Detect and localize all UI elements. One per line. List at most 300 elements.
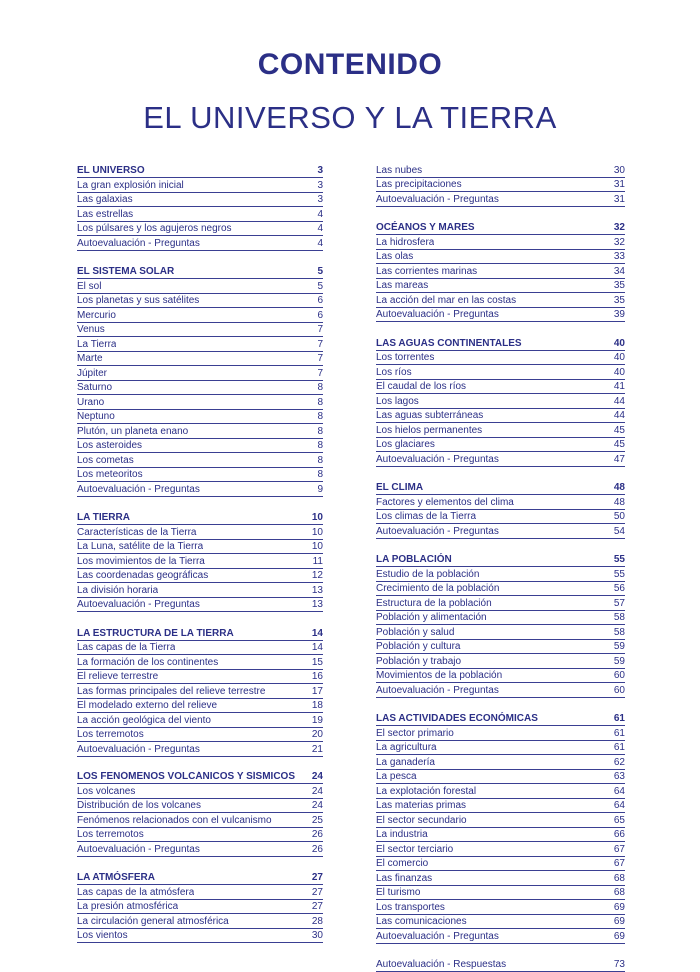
entry-label: Urano	[77, 396, 104, 409]
page-number: 69	[610, 930, 625, 943]
toc-entry[interactable]	[77, 453, 323, 468]
page-number: 40	[610, 366, 625, 379]
toc-entry[interactable]	[77, 337, 323, 352]
entry-label: El sector primario	[376, 727, 454, 740]
page-number: 12	[308, 569, 323, 582]
page-number: 8	[313, 410, 323, 423]
page-number: 7	[313, 367, 323, 380]
section-heading-label: LA POBLACIÓN	[376, 553, 452, 566]
entry-label: El comercio	[376, 857, 428, 870]
toc-entry[interactable]	[376, 351, 625, 366]
section-heading[interactable]	[77, 770, 323, 784]
page-number: 40	[610, 351, 625, 364]
entry-label: Autoevaluación - Preguntas	[376, 308, 499, 321]
page-number: 47	[610, 453, 625, 466]
entry-label: Los hielos permanentes	[376, 424, 482, 437]
toc-entry-answers[interactable]	[376, 958, 625, 972]
section-heading-label: EL CLIMA	[376, 481, 423, 494]
page-number: 7	[313, 338, 323, 351]
page-number: 33	[610, 250, 625, 263]
toc-entry[interactable]	[376, 611, 625, 626]
page-number: 27	[308, 900, 323, 913]
section-heading[interactable]	[77, 264, 323, 279]
page-number: 39	[610, 308, 625, 321]
entry-label: La pesca	[376, 770, 417, 783]
page-number: 8	[313, 425, 323, 438]
toc-section	[376, 220, 625, 322]
page-number: 16	[308, 670, 323, 683]
entry-label: Júpiter	[77, 367, 107, 380]
entry-label: Los glaciares	[376, 438, 435, 451]
toc-section	[376, 336, 625, 467]
entry-label: Autoevaluación - Preguntas	[376, 193, 499, 206]
toc-entry[interactable]	[77, 655, 323, 670]
toc-column-left	[77, 163, 323, 957]
page-number: 59	[610, 655, 625, 668]
page-number: 17	[308, 685, 323, 698]
toc-entry[interactable]	[376, 842, 625, 857]
toc-entry[interactable]	[376, 770, 625, 785]
toc-entry[interactable]	[376, 813, 625, 828]
toc-entry[interactable]	[77, 684, 323, 699]
page-number: 30	[308, 929, 323, 942]
page-number: 61	[610, 741, 625, 754]
section-heading-label: LAS AGUAS CONTINENTALES	[376, 337, 522, 350]
page-number: 14	[308, 627, 323, 640]
toc-entry[interactable]	[376, 871, 625, 886]
toc-entry[interactable]	[77, 799, 323, 814]
toc-entry[interactable]	[77, 842, 323, 857]
entry-label: Los terremotos	[77, 728, 144, 741]
page-number: 69	[610, 915, 625, 928]
page-number: 24	[308, 785, 323, 798]
toc-entry[interactable]	[77, 279, 323, 294]
entry-label: La hidrosfera	[376, 236, 434, 249]
section-heading[interactable]	[376, 220, 625, 235]
page-number: 5	[313, 280, 323, 293]
section-heading[interactable]	[77, 510, 323, 525]
toc-section	[376, 552, 625, 698]
page-number: 26	[308, 843, 323, 856]
entry-label: El sector terciario	[376, 843, 453, 856]
toc-entry[interactable]	[77, 813, 323, 828]
page-number: 24	[308, 770, 323, 783]
toc-entry[interactable]	[376, 915, 625, 930]
entry-label: La división horaria	[77, 584, 158, 597]
page-number: 55	[610, 568, 625, 581]
toc-entry[interactable]	[77, 439, 323, 454]
entry-label: La Tierra	[77, 338, 116, 351]
section-heading-label: EL SISTEMA SOLAR	[77, 265, 174, 278]
entry-label: La industria	[376, 828, 428, 841]
toc-entry[interactable]	[77, 366, 323, 381]
page-number: 8	[313, 454, 323, 467]
page-number: 13	[308, 584, 323, 597]
page-number: 61	[610, 727, 625, 740]
entry-label: La acción del mar en las costas	[376, 294, 516, 307]
entry-label: Los meteoritos	[77, 468, 143, 481]
entry-label: Las olas	[376, 250, 413, 263]
page-number: 56	[610, 582, 625, 595]
page-number: 62	[610, 756, 625, 769]
toc-entry[interactable]	[376, 683, 625, 698]
page-number: 19	[308, 714, 323, 727]
page-number: 10	[308, 540, 323, 553]
toc-entry[interactable]	[77, 828, 323, 843]
entry-label: Fenómenos relacionados con el vulcanismo	[77, 814, 272, 827]
toc-entry[interactable]	[77, 525, 323, 540]
toc-entry[interactable]	[376, 423, 625, 438]
entry-label: El modelado externo del relieve	[77, 699, 217, 712]
page-number: 32	[610, 221, 625, 234]
page-number: 60	[610, 669, 625, 682]
entry-label: La explotación forestal	[376, 785, 476, 798]
toc-entry[interactable]	[376, 495, 625, 510]
section-heading-label: LA ATMÓSFERA	[77, 871, 155, 884]
toc-entry[interactable]	[376, 438, 625, 453]
page-number: 10	[308, 526, 323, 539]
toc-entry[interactable]	[376, 596, 625, 611]
page-title: CONTENIDO	[0, 48, 700, 82]
page-number: 32	[610, 236, 625, 249]
page-number: 27	[308, 871, 323, 884]
entry-label: Población y salud	[376, 626, 454, 639]
toc-entry[interactable]	[77, 728, 323, 743]
entry-label: Neptuno	[77, 410, 115, 423]
toc-entry[interactable]	[77, 308, 323, 323]
toc-entry[interactable]	[77, 929, 323, 944]
toc-entry[interactable]	[376, 178, 625, 193]
entry-label: Autoevaluación - Preguntas	[77, 598, 200, 611]
page-number: 6	[313, 309, 323, 322]
toc-entry[interactable]	[77, 885, 323, 900]
entry-label: Las estrellas	[77, 208, 133, 221]
entry-label: Los vientos	[77, 929, 128, 942]
entry-label: Crecimiento de la población	[376, 582, 499, 595]
page-number: 31	[610, 193, 625, 206]
page-number: 68	[610, 886, 625, 899]
page-number: 7	[313, 352, 323, 365]
toc-entry[interactable]	[376, 235, 625, 250]
entry-label: Características de la Tierra	[77, 526, 197, 539]
toc-section	[376, 480, 625, 539]
toc-entry[interactable]	[376, 293, 625, 308]
entry-label: Saturno	[77, 381, 112, 394]
entry-label: Las coordenadas geográficas	[77, 569, 208, 582]
toc-entry[interactable]	[376, 886, 625, 901]
toc-entry[interactable]	[77, 742, 323, 757]
entry-label: El relieve terrestre	[77, 670, 158, 683]
toc-entry[interactable]	[376, 755, 625, 770]
book-title: EL UNIVERSO Y LA TIERRA	[0, 100, 700, 136]
entry-label: La ganadería	[376, 756, 435, 769]
page-number: 45	[610, 424, 625, 437]
page-number: 67	[610, 857, 625, 870]
page-number: 21	[308, 743, 323, 756]
entry-label: Las galaxias	[77, 193, 133, 206]
page-number: 35	[610, 294, 625, 307]
page-number: 25	[308, 814, 323, 827]
toc-section	[77, 870, 323, 943]
toc-entry[interactable]	[376, 857, 625, 872]
entry-label: Los volcanes	[77, 785, 135, 798]
entry-label: Autoevaluación - Preguntas	[376, 525, 499, 538]
toc-entry[interactable]	[77, 381, 323, 396]
page-number: 68	[610, 872, 625, 885]
toc-entry[interactable]	[376, 365, 625, 380]
page-number: 55	[610, 553, 625, 566]
entry-label: Mercurio	[77, 309, 116, 322]
toc-entry[interactable]	[77, 468, 323, 483]
toc-entry[interactable]	[376, 669, 625, 684]
page-number: 3	[313, 179, 323, 192]
entry-label: Estudio de la población	[376, 568, 479, 581]
entry-label: Las aguas subterráneas	[376, 409, 483, 422]
page-number: 59	[610, 640, 625, 653]
entry-label: El sector secundario	[376, 814, 467, 827]
toc-entry[interactable]	[376, 394, 625, 409]
toc-entry[interactable]	[376, 741, 625, 756]
page-number: 63	[610, 770, 625, 783]
entry-label: Las mareas	[376, 279, 428, 292]
page-number: 57	[610, 597, 625, 610]
toc-entry[interactable]	[77, 236, 323, 251]
section-heading[interactable]	[77, 870, 323, 885]
entry-label: Autoevaluación - Preguntas	[77, 237, 200, 250]
page-number: 27	[308, 886, 323, 899]
section-heading[interactable]	[376, 480, 625, 495]
entry-label: Las comunicaciones	[376, 915, 467, 928]
toc-entry[interactable]	[376, 250, 625, 265]
page-number: 67	[610, 843, 625, 856]
section-heading[interactable]	[376, 552, 625, 567]
entry-label: Autoevaluación - Preguntas	[77, 843, 200, 856]
page-number: 4	[313, 208, 323, 221]
entry-label: Las corrientes marinas	[376, 265, 477, 278]
entry-label: Los púlsares y los agujeros negros	[77, 222, 232, 235]
entry-label: Autoevaluación - Preguntas	[376, 930, 499, 943]
entry-label: Factores y elementos del clima	[376, 496, 514, 509]
page-number: 14	[308, 641, 323, 654]
toc-entry[interactable]	[77, 178, 323, 193]
toc-entry[interactable]	[77, 670, 323, 685]
entry-label: El turismo	[376, 886, 420, 899]
page-number: 44	[610, 395, 625, 408]
toc-entry[interactable]	[77, 424, 323, 439]
page-number: 58	[610, 626, 625, 639]
toc-entry[interactable]	[376, 582, 625, 597]
entry-label: Autoevaluación - Preguntas	[376, 453, 499, 466]
entry-label: Las capas de la Tierra	[77, 641, 175, 654]
toc-section	[77, 510, 323, 612]
page-number: 26	[308, 828, 323, 841]
toc-entry[interactable]	[376, 900, 625, 915]
page-number: 34	[610, 265, 625, 278]
toc-entry[interactable]	[77, 569, 323, 584]
toc-entry[interactable]	[376, 640, 625, 655]
toc-entry[interactable]	[77, 914, 323, 929]
toc-entry[interactable]	[376, 192, 625, 207]
entry-label: Los transportes	[376, 901, 445, 914]
entry-label: Las formas principales del relieve terrestre	[77, 685, 265, 698]
entry-label: Los ríos	[376, 366, 412, 379]
page-number: 30	[610, 164, 625, 177]
page-number: 66	[610, 828, 625, 841]
page-number: 41	[610, 380, 625, 393]
page-number: 64	[610, 785, 625, 798]
entry-label: Las materias primas	[376, 799, 466, 812]
entry-label: Marte	[77, 352, 103, 365]
entry-label: Distribución de los volcanes	[77, 799, 201, 812]
section-heading-label: LA TIERRA	[77, 511, 130, 524]
toc-entry[interactable]	[376, 163, 625, 178]
page-number: 8	[313, 396, 323, 409]
page-number: 8	[313, 468, 323, 481]
toc-entry[interactable]	[77, 294, 323, 309]
toc-entry[interactable]	[77, 207, 323, 222]
page-number: 28	[308, 915, 323, 928]
page-number: 3	[313, 193, 323, 206]
toc-entry[interactable]	[77, 222, 323, 237]
toc-entry[interactable]	[77, 554, 323, 569]
entry-label: Autoevaluación - Preguntas	[77, 483, 200, 496]
toc-entry[interactable]	[77, 699, 323, 714]
entry-label: El sol	[77, 280, 101, 293]
entry-label: Población y cultura	[376, 640, 461, 653]
page-number: 6	[313, 294, 323, 307]
page-number: 7	[313, 323, 323, 336]
toc-entry[interactable]	[77, 352, 323, 367]
section-heading[interactable]	[77, 626, 323, 641]
page-number: 8	[313, 439, 323, 452]
toc-section	[77, 163, 323, 251]
section-heading[interactable]	[376, 711, 625, 726]
entry-label: Venus	[77, 323, 105, 336]
toc-section	[77, 626, 323, 757]
toc-entry[interactable]	[77, 583, 323, 598]
page-number: 64	[610, 799, 625, 812]
page-number: 58	[610, 611, 625, 624]
entry-label: La presión atmosférica	[77, 900, 178, 913]
toc-entry[interactable]	[77, 641, 323, 656]
page-number: 60	[610, 684, 625, 697]
toc-entry[interactable]	[376, 279, 625, 294]
toc-entry[interactable]	[376, 654, 625, 669]
toc-entry[interactable]	[376, 510, 625, 525]
section-heading-label: EL UNIVERSO	[77, 164, 145, 177]
entry-label: La acción geológica del viento	[77, 714, 211, 727]
toc-entry[interactable]	[376, 452, 625, 467]
entry-label: Los movimientos de la Tierra	[77, 555, 205, 568]
toc-section	[77, 264, 323, 497]
section-heading[interactable]	[376, 336, 625, 351]
toc-column-right	[376, 163, 625, 972]
entry-label: Los planetas y sus satélites	[77, 294, 199, 307]
toc-entry[interactable]	[376, 308, 625, 323]
entry-label: Los torrentes	[376, 351, 434, 364]
entry-label: Estructura de la población	[376, 597, 492, 610]
toc-entry[interactable]	[77, 784, 323, 799]
page-number: 65	[610, 814, 625, 827]
toc-entry[interactable]	[376, 524, 625, 539]
toc-entry[interactable]	[376, 567, 625, 582]
toc-section	[376, 163, 625, 207]
section-heading-label: LA ESTRUCTURA DE LA TIERRA	[77, 627, 234, 640]
section-heading-label: LAS ACTIVIDADES ECONÓMICAS	[376, 712, 538, 725]
page-number: 48	[610, 496, 625, 509]
toc-entry[interactable]	[376, 784, 625, 799]
entry-label: La circulación general atmosférica	[77, 915, 229, 928]
entry-label: Población y trabajo	[376, 655, 461, 668]
section-heading-label: LOS FENÓMENOS VOLCÁNICOS Y SÍSMICOS	[77, 771, 295, 783]
page-number: 20	[308, 728, 323, 741]
toc-entry[interactable]	[77, 395, 323, 410]
page-number: 40	[610, 337, 625, 350]
entry-label: El caudal de los ríos	[376, 380, 466, 393]
page-number: 50	[610, 510, 625, 523]
page-number: 31	[610, 178, 625, 191]
page-number: 35	[610, 279, 625, 292]
toc-entry[interactable]	[77, 713, 323, 728]
entry-label: Los terremotos	[77, 828, 144, 841]
page-number: 18	[308, 699, 323, 712]
page-number: 69	[610, 901, 625, 914]
entry-label: Los climas de la Tierra	[376, 510, 476, 523]
page-number: 5	[313, 265, 323, 278]
toc-entry[interactable]	[77, 540, 323, 555]
toc-entry[interactable]	[77, 410, 323, 425]
entry-label: Población y alimentación	[376, 611, 487, 624]
page-number: 4	[313, 222, 323, 235]
entry-label: Los lagos	[376, 395, 419, 408]
toc-entry[interactable]	[77, 482, 323, 497]
entry-label: Las capas de la atmósfera	[77, 886, 194, 899]
section-heading-label: OCÉANOS Y MARES	[376, 221, 475, 234]
entry-label: La Luna, satélite de la Tierra	[77, 540, 203, 553]
page-number: 8	[313, 381, 323, 394]
entry-label: Autoevaluación - Respuestas	[376, 958, 506, 971]
toc-section	[376, 711, 625, 944]
entry-label: La agricultura	[376, 741, 437, 754]
page-number: 73	[610, 958, 625, 971]
page-number: 48	[610, 481, 625, 494]
toc-entry[interactable]	[376, 380, 625, 395]
toc-entry[interactable]	[376, 799, 625, 814]
toc-entry[interactable]	[376, 726, 625, 741]
entry-label: Las finanzas	[376, 872, 432, 885]
toc-entry[interactable]	[376, 625, 625, 640]
entry-label: Las nubes	[376, 164, 422, 177]
toc-entry[interactable]	[77, 900, 323, 915]
toc-entry[interactable]	[376, 929, 625, 944]
toc-entry[interactable]	[77, 193, 323, 208]
entry-label: La gran explosión inicial	[77, 179, 184, 192]
toc-entry[interactable]	[77, 323, 323, 338]
entry-label: Plutón, un planeta enano	[77, 425, 188, 438]
entry-label: Las precipitaciones	[376, 178, 462, 191]
toc-entry[interactable]	[376, 409, 625, 424]
toc-entry[interactable]	[376, 828, 625, 843]
toc-entry[interactable]	[77, 598, 323, 613]
toc-entry[interactable]	[376, 264, 625, 279]
page-number: 13	[308, 598, 323, 611]
page-number: 4	[313, 237, 323, 250]
entry-label: La formación de los continentes	[77, 656, 218, 669]
entry-label: Los asteroides	[77, 439, 142, 452]
section-heading[interactable]	[77, 163, 323, 178]
page-number: 44	[610, 409, 625, 422]
page-number: 15	[308, 656, 323, 669]
